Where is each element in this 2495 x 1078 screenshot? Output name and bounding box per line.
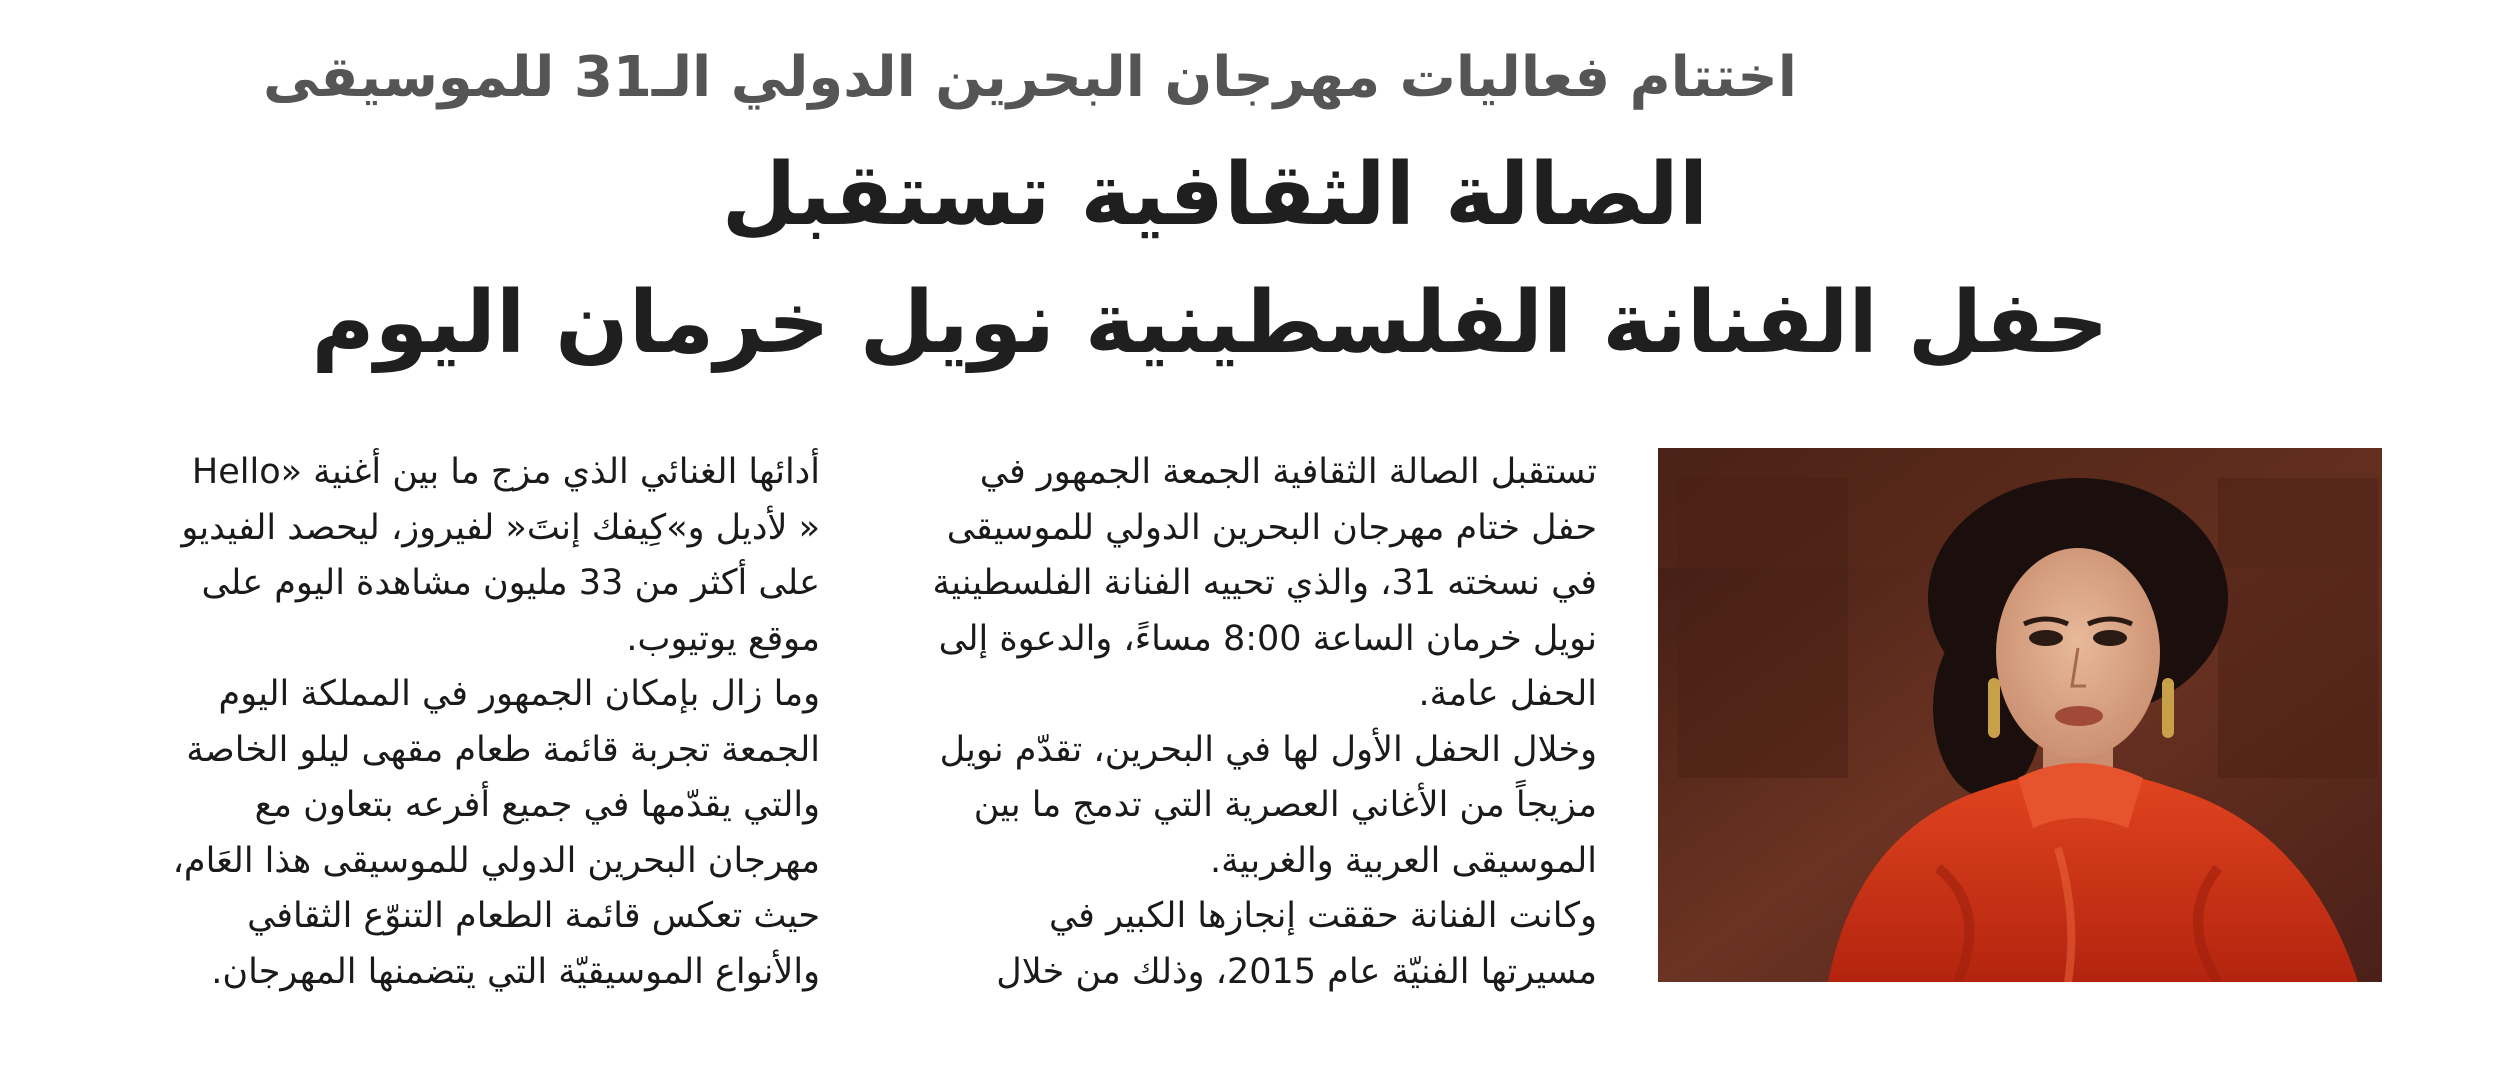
article-headline-line-1: الصالة الثقافية تستقبل [721, 145, 1709, 245]
article-text-line: موقع يوتيوب. [626, 618, 820, 659]
singer-photo [1658, 448, 2382, 982]
article-text-line: مهرجان البحرين الدولي للموسيقى هذا العَام، [172, 840, 820, 881]
article-text-line: مزيجاً من الأغاني العصرية التي تدمج ما بين [973, 785, 1597, 825]
article-text-line: الجمعة تجربة قائمة طعام مقهى ليلو الخاصة [186, 729, 820, 770]
article-text-line: « لأديل و»كِيفك إنتَ« لفيروز، ليحصد الفيديو [181, 507, 820, 548]
article-column-right [862, 445, 1597, 1000]
article-text-line: وكانت الفنانة حققت إنجازها الكبير في [1048, 896, 1597, 936]
article-text-line: الموسيقى العربية والغربية. [1209, 840, 1597, 881]
article-text-line: حفل ختام مهرجان البحرين الدولي للموسيقى [946, 507, 1597, 548]
article-column-left [78, 445, 820, 1000]
article-text-line: الحفل عامة. [1418, 674, 1597, 714]
article-kicker: اختتام فعاليات مهرجان البحرين الدولي الـ31 للموسيقى [263, 45, 1797, 110]
article-text-line: على أكثر من 33 مليون مشاهدة اليوم على [201, 563, 820, 603]
article-text-line: والتي يقدّمها في جميع أفرعه بتعاون مع [254, 785, 820, 825]
singer-portrait-illustration [1658, 448, 2382, 982]
article-text-line: حيث تعكس قائمة الطعام التنوّع الثقافي [247, 896, 820, 936]
article-text-line: تستقبل الصالة الثقافية الجمعة الجمهور في [979, 452, 1597, 492]
article-text-line: وخلال الحفل الأول لها في البحرين، تقدّم نويل [939, 729, 1597, 770]
article-text-line: أدائها الغنائي الذي مزج ما بين أغنية «Hello [191, 452, 820, 492]
article-text-line: والأنواع الموسيقيّة التي يتضمنها المهرجان. [211, 951, 820, 992]
article-text-line: في نسخته 31، والذي تحييه الفنانة الفلسطينية [932, 563, 1597, 603]
article-text-line: وما زال بإمكان الجمهور في المملكة اليوم [218, 674, 820, 714]
article-headline-line-2: حفل الفنانة الفلسطينية نويل خرمان اليوم [311, 273, 2109, 373]
article-text-line: مسيرتها الفنيّة عام 2015، وذلك من خلال [996, 951, 1597, 992]
article-text-line: نويل خرمان الساعة 8:00 مساءً، والدعوة إلى [938, 618, 1597, 659]
